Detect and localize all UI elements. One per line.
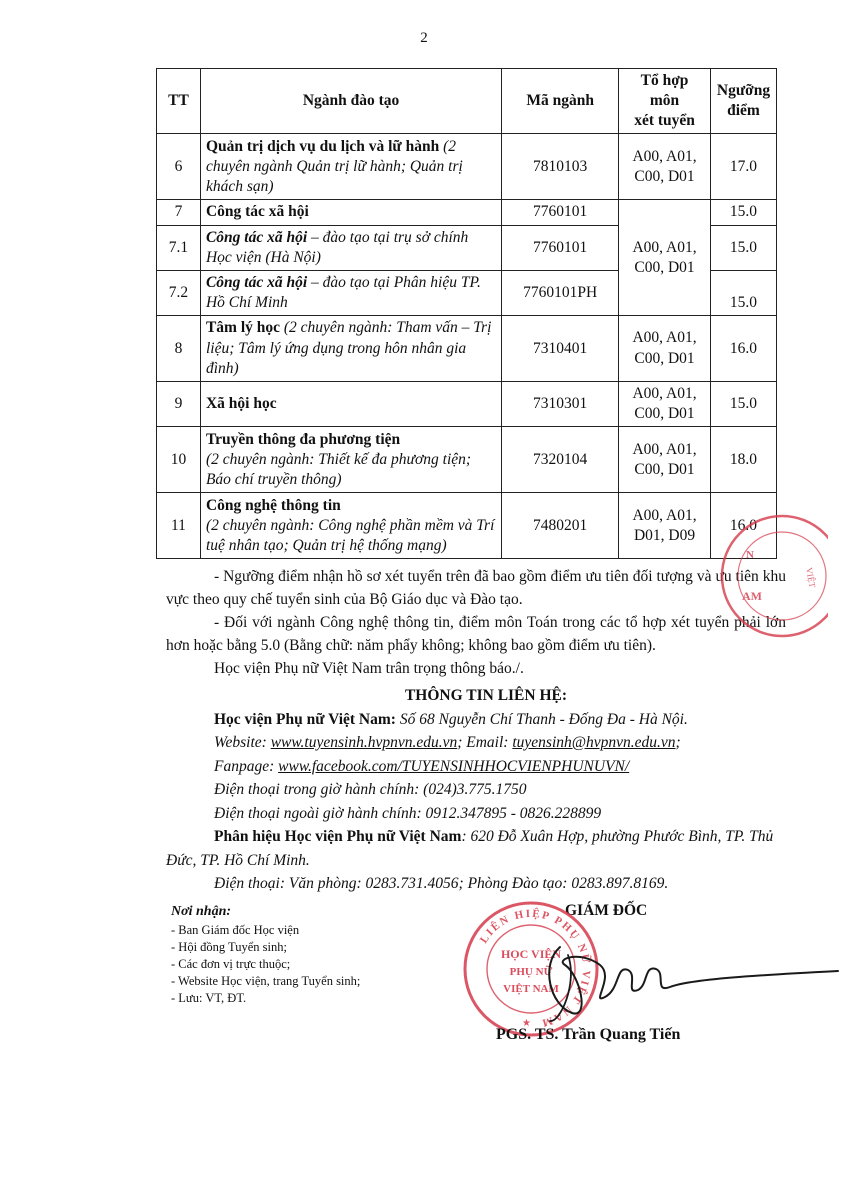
row-code: 7760101 <box>502 225 619 270</box>
svg-text:LIÊN HIỆP PHỤ NỮ VIỆT NAM: LIÊN HIỆP PHỤ NỮ VIỆT NAM <box>477 907 593 1030</box>
svg-text:AM: AM <box>742 589 762 603</box>
row-tt: 7.1 <box>157 225 201 270</box>
row-combo: A00, A01, D01, D09 <box>619 493 711 559</box>
row-tt: 11 <box>157 493 201 559</box>
recipient-item: - Hội đồng Tuyển sinh; <box>171 940 287 954</box>
svg-text:PHỤ NỮ: PHỤ NỮ <box>509 966 553 978</box>
table-row <box>157 382 777 427</box>
handwritten-signature <box>520 935 840 1025</box>
svg-text:VIỆT NAM: VIỆT NAM <box>503 983 559 995</box>
table-row <box>157 427 777 493</box>
note-priority-points: - Ngưỡng điểm nhận hồ sơ xét tuyển trên đã bao gồm điểm ưu tiên đối tượng và ưu tiên khu vực theo quy chế tuyển sinh của Bộ Giáo dục và Đào tạo. <box>166 568 786 608</box>
svg-text:HỌC VIỆN: HỌC VIỆN <box>500 947 562 961</box>
row-score: 16.0 <box>710 316 776 382</box>
row-major: Quản trị dịch vụ du lịch và lữ hành (2 chuyên ngành Quản trị lữ hành; Quản trị khách sạn) <box>200 134 501 200</box>
row-major: Truyền thông đa phương tiện (2 chuyên ngành: Thiết kế đa phương tiện; Báo chí truyền thông) <box>200 427 501 493</box>
row-code: 7320104 <box>502 427 619 493</box>
row-score: 15.0 <box>710 270 776 315</box>
row-score: 17.0 <box>710 134 776 200</box>
signer-name: PGS. TS. Trần Quang Tiến <box>496 1026 681 1043</box>
header-tt: TT <box>157 69 201 134</box>
row-combo: A00, A01, C00, D01 <box>619 382 711 427</box>
row-major: Công nghệ thông tin (2 chuyên ngành: Công nghệ phần mềm và Trí tuệ nhân tạo; Quản trị hệ thống mạng) <box>200 493 501 559</box>
row-tt: 7 <box>157 200 201 225</box>
row-code: 7480201 <box>502 493 619 559</box>
row-tt: 9 <box>157 382 201 427</box>
recipient-item: - Website Học viện, trang Tuyển sinh; <box>171 974 361 988</box>
row-code: 7810103 <box>502 134 619 200</box>
row-tt: 10 <box>157 427 201 493</box>
admission-score-table <box>156 68 777 559</box>
page-number: 2 <box>420 30 428 46</box>
director-title: GIÁM ĐỐC <box>565 902 648 919</box>
header-combo: Tổ hợp môn xét tuyển <box>619 69 711 134</box>
row-score: 15.0 <box>710 225 776 270</box>
row-major: Xã hội học <box>200 382 501 427</box>
row-major: Tâm lý học (2 chuyên ngành: Tham vấn – Trị liệu; Tâm lý ứng dụng trong hôn nhân gia đình) <box>200 316 501 382</box>
row-score: 18.0 <box>710 427 776 493</box>
row-score: 15.0 <box>710 200 776 225</box>
contact-heading: THÔNG TIN LIÊN HỆ: <box>404 687 568 704</box>
row-score: 15.0 <box>710 382 776 427</box>
table-row <box>157 134 777 200</box>
row-combo-merged: A00, A01, C00, D01 <box>619 200 711 316</box>
recipient-item: - Ban Giám đốc Học viện <box>171 923 300 937</box>
row-major: Công tác xã hội – đào tạo tại trụ sở chính Học viện (Hà Nội) <box>200 225 501 270</box>
email-link[interactable]: tuyensinh@hvpnvn.edu.vn <box>512 734 676 751</box>
table-row <box>157 493 777 559</box>
fanpage-link[interactable]: www.facebook.com/TUYENSINHHOCVIENPHUNUVN/ <box>278 757 630 775</box>
phone-after-hours-line: Điện thoại ngoài giờ hành chính: 0912.347895 - 0826.228899 <box>214 804 602 822</box>
table-header-row <box>157 69 777 134</box>
svg-text:N: N <box>746 549 754 561</box>
row-code: 7310401 <box>502 316 619 382</box>
recipients-heading: Nơi nhận: <box>171 904 232 919</box>
note-math-requirement: - Đối với ngành Công nghệ thông tin, điểm môn Toán trong các tổ hợp xét tuyển phải lớn hơn hoặc bằng 5.0 (Bằng chữ: năm phẩy không; không bao gồm điểm ưu tiên). <box>166 614 786 654</box>
recipients-block <box>171 903 471 1007</box>
row-score: 16.0 <box>710 493 776 559</box>
header-major: Ngành đào tạo <box>200 69 501 134</box>
partial-seal-stamp <box>718 508 828 648</box>
row-code: 7310301 <box>502 382 619 427</box>
fanpage-line: Fanpage: www.facebook.com/TUYENSINHHOCVIENPHUNUVN/ <box>214 757 630 775</box>
row-combo: A00, A01, C00, D01 <box>619 316 711 382</box>
row-combo: A00, A01, C00, D01 <box>619 427 711 493</box>
svg-text:VIỆT: VIỆT <box>804 566 818 589</box>
contact-section <box>166 684 806 896</box>
row-tt: 7.2 <box>157 270 201 315</box>
website-link[interactable]: www.tuyensinh.hvpnvn.edu.vn <box>270 734 458 751</box>
hq-address-line: Học viện Phụ nữ Việt Nam: Số 68 Nguyễn Chí Thanh - Đống Đa - Hà Nội. <box>214 710 688 728</box>
branch-address-line: Phân hiệu Học viện Phụ nữ Việt Nam: 620 Đỗ Xuân Hợp, phường Phước Bình, TP. Thủ Đức, TP. Hồ Chí Minh. <box>166 828 774 869</box>
row-combo: A00, A01, C00, D01 <box>619 134 711 200</box>
row-major: Công tác xã hội <box>200 200 501 225</box>
header-score: Ngưỡng điểm <box>710 69 776 134</box>
header-code: Mã ngành <box>502 69 619 134</box>
recipient-item: - Lưu: VT, ĐT. <box>171 991 247 1005</box>
recipient-item: - Các đơn vị trực thuộc; <box>171 957 291 971</box>
web-email-line: Website: www.tuyensinh.hvpnvn.edu.vn; Email: tuyensinh@hvpnvn.edu.vn; <box>214 734 681 751</box>
row-tt: 6 <box>157 134 201 200</box>
phone-office-line: Điện thoại trong giờ hành chính: (024)3.775.1750 <box>214 781 527 798</box>
svg-text:★: ★ <box>522 1018 531 1029</box>
notes-section <box>166 565 786 680</box>
row-tt: 8 <box>157 316 201 382</box>
table-row <box>157 200 777 225</box>
table-row <box>157 316 777 382</box>
row-code: 7760101 <box>502 200 619 225</box>
branch-phone-line: Điện thoại: Văn phòng: 0283.731.4056; Phòng Đào tạo: 0283.897.8169. <box>214 875 669 892</box>
note-closing: Học viện Phụ nữ Việt Nam trân trọng thông báo./. <box>214 660 524 677</box>
row-major: Công tác xã hội – đào tạo tại Phân hiệu TP. Hồ Chí Minh <box>200 270 501 315</box>
row-code: 7760101PH <box>502 270 619 315</box>
